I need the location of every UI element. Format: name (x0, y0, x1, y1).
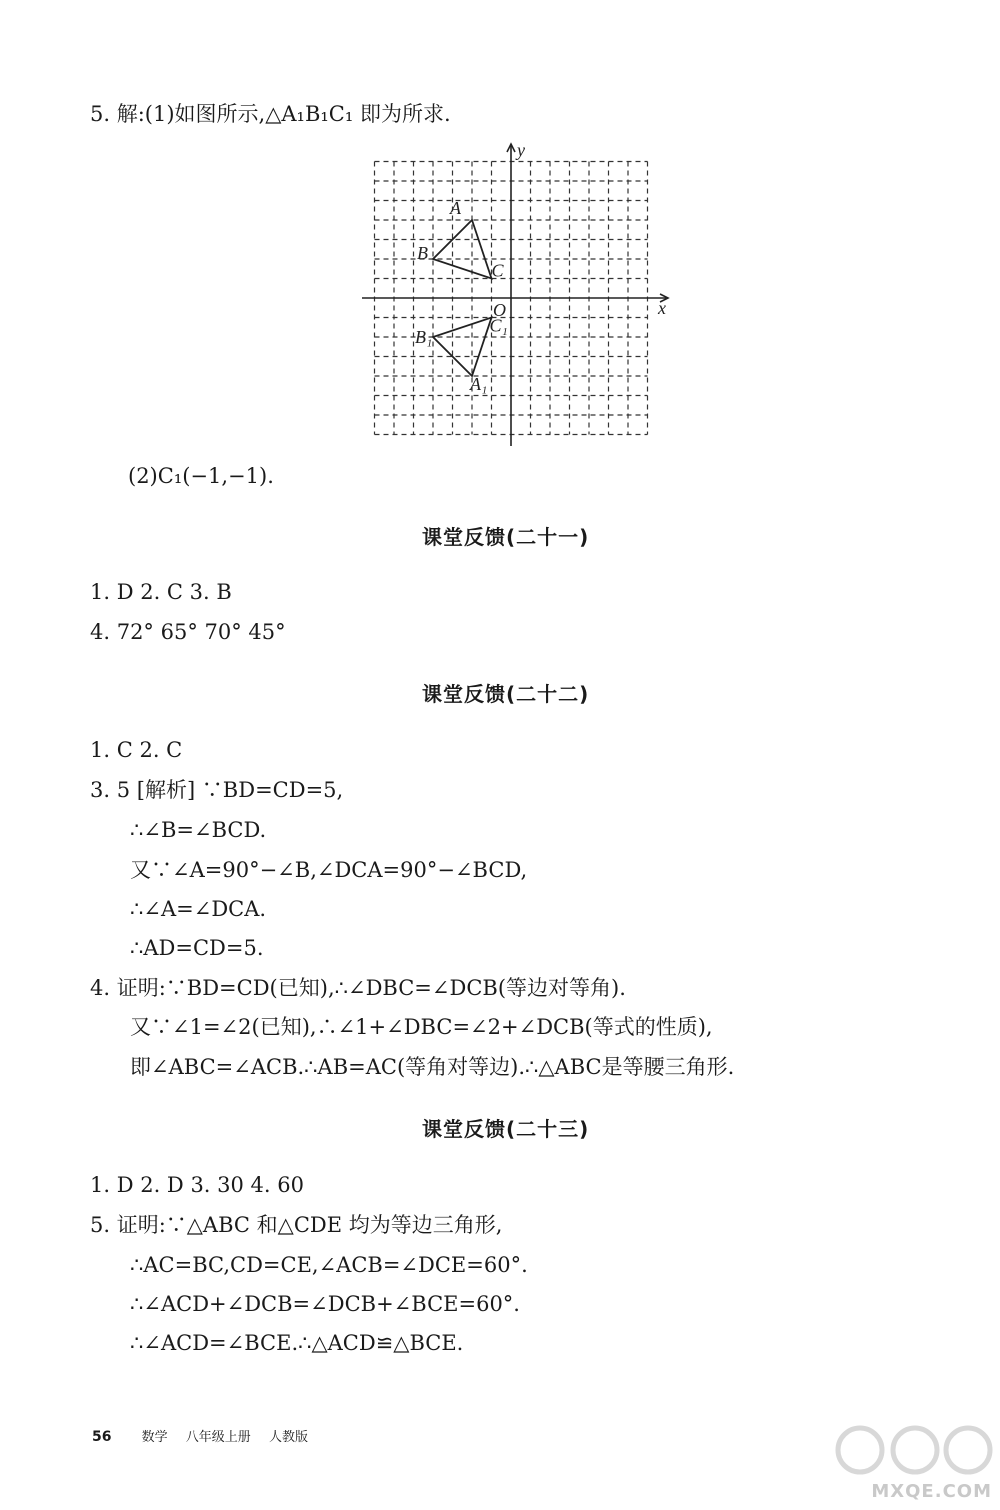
point-label: C₁ (489, 315, 508, 336)
answer-line: 5. 解:(1)如图所示,△A₁B₁C₁ 即为所求. (90, 102, 451, 126)
answer-line: 即∠ABC=∠ACB.∴AB=AC(等角对等边).∴△ABC是等腰三角形. (130, 1055, 735, 1079)
page-number: 56 (92, 1429, 112, 1445)
footer-edition: 人教版 (268, 1430, 308, 1445)
answer-line: (2)C₁(−1,−1). (128, 464, 274, 488)
answer-line: 4. 72° 65° 70° 45° (90, 620, 286, 644)
answer-line: 又∵∠1=∠2(已知),∴∠1+∠DBC=∠2+∠DCB(等式的性质), (130, 1015, 713, 1039)
origin-label: O (493, 300, 506, 320)
answer-line: ∴∠B=∠BCD. (130, 818, 267, 842)
answer-line: ∴AC=BC,CD=CE,∠ACB=∠DCE=60°. (130, 1253, 528, 1277)
triangle (433, 318, 492, 377)
footer-subject: 数学 (141, 1430, 168, 1445)
answer-line: ∴∠ACD=∠BCE.∴△ACD≌△BCE. (130, 1331, 464, 1355)
y-axis-label: y (517, 140, 525, 160)
answer-line: ∴AD=CD=5. (130, 936, 264, 960)
point-label: A (450, 198, 461, 218)
x-axis-label: x (658, 298, 666, 318)
answer-line: 5. 证明:∵△ABC 和△CDE 均为等边三角形, (90, 1213, 503, 1237)
point-label: B₁ (415, 327, 433, 347)
answer-line: ∴∠A=∠DCA. (130, 897, 267, 921)
answer-line: 4. 证明:∵BD=CD(已知),∴∠DBC=∠DCB(等边对等角). (90, 976, 626, 1000)
answer-line: ∴∠ACD+∠DCB=∠DCB+∠BCE=60°. (130, 1292, 520, 1316)
point-label: A₁ (470, 374, 488, 394)
watermark-text: MXQE.COM (871, 1481, 992, 1502)
coordinate-figure (358, 140, 678, 450)
section-heading: 课堂反馈(二十一) (422, 525, 590, 549)
point-label: C (491, 260, 504, 281)
point-label: B (417, 243, 428, 263)
answer-line: 1. C 2. C (90, 738, 183, 762)
answer-line: 1. D 2. C 3. B (90, 580, 232, 604)
answer-line: 又∵∠A=90°−∠B,∠DCA=90°−∠BCD, (130, 858, 528, 882)
answer-line: 3. 5 [解析] ∵BD=CD=5, (90, 778, 344, 802)
watermark (820, 1412, 1000, 1506)
triangle (433, 220, 492, 279)
section-heading: 课堂反馈(二十三) (422, 1117, 590, 1141)
section-heading: 课堂反馈(二十二) (422, 682, 590, 706)
axes (362, 144, 668, 446)
answer-line: 1. D 2. D 3. 30 4. 60 (90, 1173, 304, 1197)
page-footer (92, 1426, 322, 1445)
footer-grade: 八年级上册 (185, 1430, 251, 1445)
